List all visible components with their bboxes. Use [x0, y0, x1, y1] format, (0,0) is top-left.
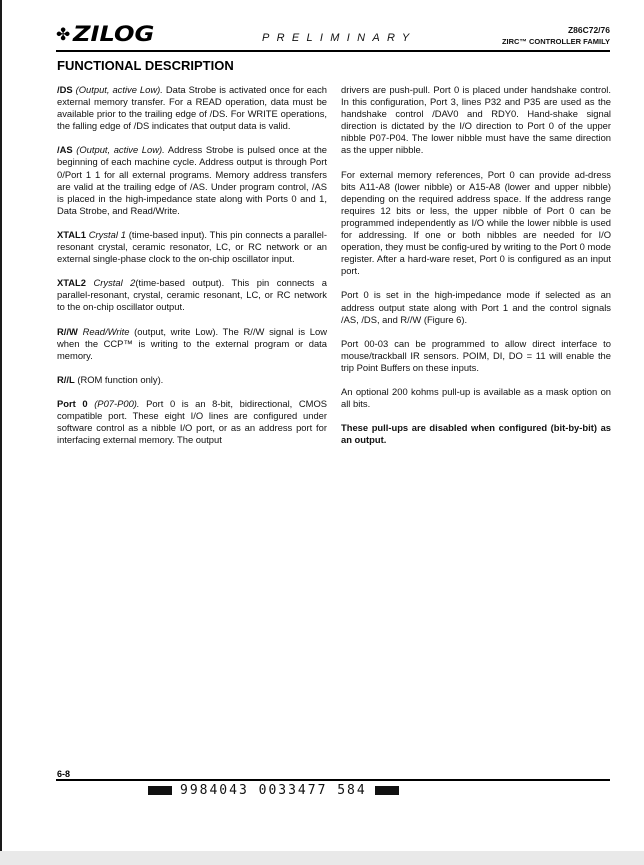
pin-desc: Crystal 1 — [88, 228, 126, 240]
pin-desc: Crystal 2 — [93, 277, 136, 289]
preliminary-label: PRELIMINARY — [262, 32, 417, 44]
pin-desc: Read/Write — [82, 325, 130, 337]
pin-text: (time-based input). This pin connects a parallel-resonant crystal, ceramic resonator, LC, or RC network or an external single-phase clock to the on-chip oscillator input. — [57, 228, 328, 265]
logo-wordmark: ZILOG — [73, 22, 155, 46]
pin-term: R//L — [57, 373, 75, 385]
print-barcode — [148, 779, 399, 801]
pin-term: XTAL1 — [57, 228, 86, 240]
left-column — [57, 84, 327, 458]
pin-ds-paragraph — [57, 84, 327, 132]
pin-term: /DS — [57, 84, 73, 95]
pin-text: (time-based output). This pin connects a parallel-resonant, crystal, ceramic resonant, LC, or RC network to the on-chip oscillator output. — [57, 277, 327, 313]
port0-handshake-paragraph: drivers are push-pull. Port 0 is placed under handshake control. In this configuration, Port 3, lines P32 and P35 are used as the handshake control /DAV0 and RDY0. Hand-shake signal direction is dictated by the I/O direction to Port 0 of the upper nibble P07-P04. The lower nibble must have the same direction as the upper nibble. — [341, 84, 611, 156]
port0-address-paragraph: For external memory references, Port 0 can provide ad-dress bits A11-A8 (lower nibble) or A15-A8 (lower and upper nibble) depending on the required address space. If the address range requires 12 bits or less, the upper nibble of Port 0 can be programmed independently as I/O while the lower nibble is used for addressing. If one or both nibbles are needed for I/O operation, they must be config-ured by writing to the Port 0 mode register. After a hard-ware reset, Port 0 is configured as an input port. — [341, 168, 611, 277]
barcode-number: 9984043 0033477 584 — [180, 782, 367, 798]
right-column — [341, 84, 611, 458]
pin-desc: (Output, active Low). — [75, 84, 163, 95]
pin-rw-paragraph — [57, 326, 327, 362]
pin-term: XTAL2 — [57, 277, 86, 289]
pull-up-option-paragraph: An optional 200 kohms pull-up is available as a mask option on all bits. — [341, 385, 611, 410]
pin-port0-paragraph — [57, 398, 327, 446]
pin-rl-paragraph — [57, 374, 327, 386]
pin-text: Address Strobe is pulsed once at the beginning of each machine cycle. Address output is through Port 0/Port 1 1 for all external programs. Memory address transfers are valid at the trailing edge of /AS. Under program control, /AS is placed in the high-impedance state along with Ports 0 and 1, Data Strobe, and Read/Write. — [57, 144, 328, 216]
pin-as-paragraph — [57, 144, 327, 217]
scan-edge — [0, 0, 2, 865]
pin-desc: (Output, active Low). — [76, 144, 165, 156]
barcode-mark-icon — [148, 786, 172, 795]
barcode-mark-icon — [375, 786, 399, 795]
pin-desc: (P07-P00). — [94, 397, 140, 409]
pin-text: (output, write Low). The R//W signal is Low when the CCP™ is writing to the external program or data memory. — [57, 325, 327, 361]
port0-high-impedance-paragraph: Port 0 is set in the high-impedance mode if selected as an address output state along with Port 1 and the control signals /AS, /DS, and R//W (Figure 6). — [341, 289, 611, 325]
pin-text: Data Strobe is activated once for each external memory transfer. For a READ operation, data must be available prior to the trailing edge of /DS. For WRITE operations, the falling edge of /DS indicates that output data is valid. — [57, 84, 328, 132]
pin-term: Port 0 — [57, 397, 88, 409]
pin-text: (ROM function only). — [77, 373, 164, 385]
port0-ir-sensor-paragraph: Port 00-03 can be programmed to allow direct interface to mouse/trackball IR sensors. POIM, DI, DO = 11 will enable the trip Point Buffers on these inputs. — [341, 337, 611, 373]
pull-up-disabled-note: These pull-ups are disabled when configured (bit-by-bit) as an output. — [341, 422, 611, 446]
zilog-emblem-icon: ✤ — [56, 25, 71, 45]
page-number: 6-8 — [57, 769, 71, 779]
scan-bottom-band — [0, 851, 644, 865]
pin-text: Port 0 is an 8-bit, bidirectional, CMOS compatible port. These eight I/O lines are configured under software control as a nibble I/O port, or as an address port for interfacing external memory. The output — [57, 397, 327, 446]
zilog-logo — [56, 22, 155, 46]
part-number: Z86C72/76 — [567, 25, 610, 35]
pin-term: R//W — [57, 325, 78, 337]
pin-term: /AS — [57, 144, 73, 156]
section-title: FUNCTIONAL DESCRIPTION — [57, 58, 234, 73]
product-family: ZIRC™ CONTROLLER FAMILY — [501, 37, 610, 46]
header-rule — [56, 50, 610, 52]
pin-xtal1-paragraph — [57, 229, 327, 265]
pin-xtal2-paragraph — [57, 277, 327, 313]
